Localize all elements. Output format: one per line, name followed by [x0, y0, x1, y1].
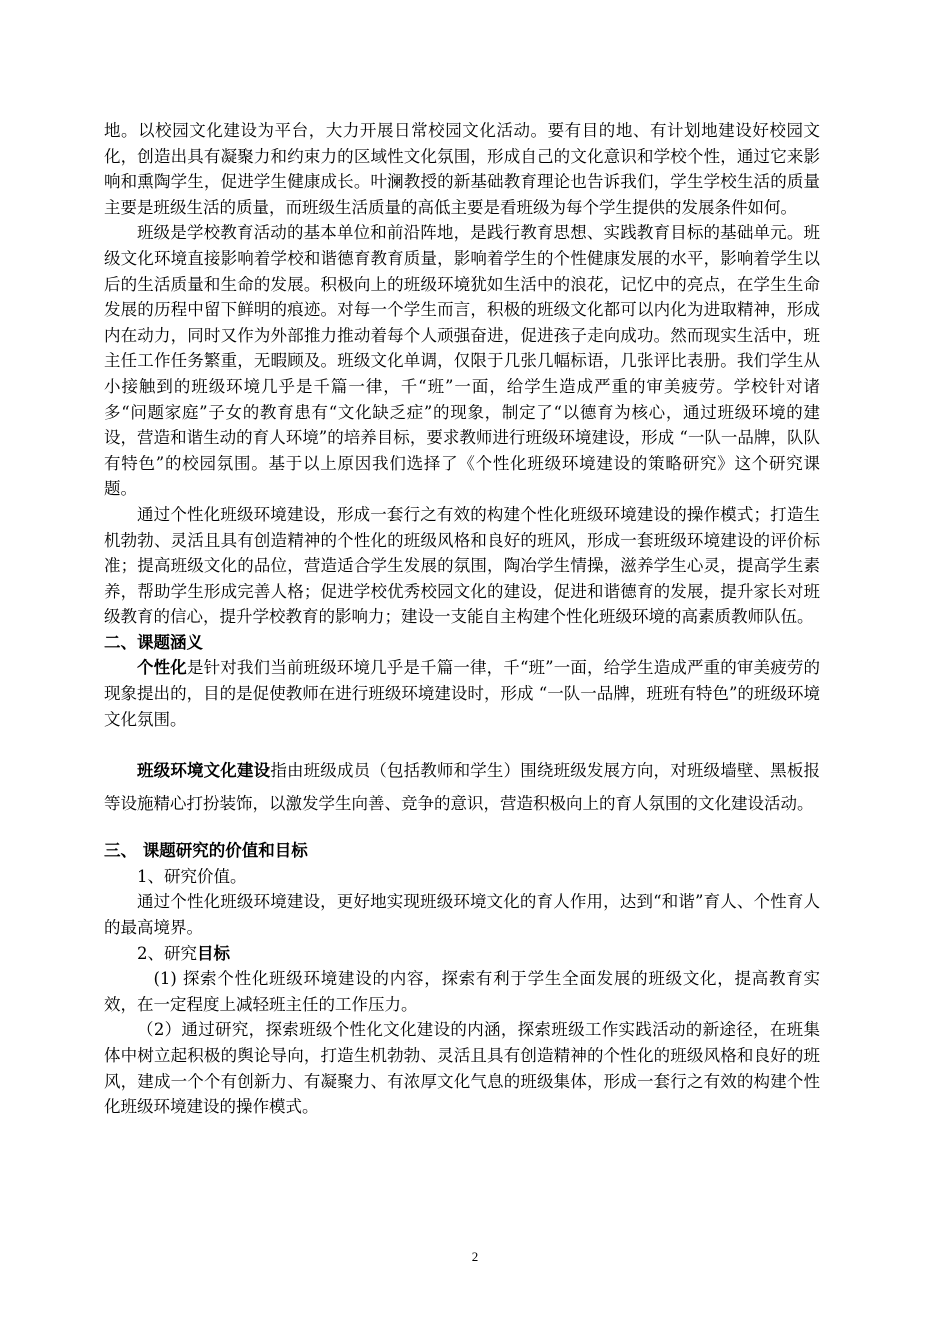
- subheading-research-value: 1、研究价值。: [137, 866, 247, 886]
- goal-item-2: （2）通过研究，探索班级个性化文化建设的内涵，探索班级工作实践活动的新途径，在班集体中树立起积极的舆论导向，打造生机勃勃、灵活且具有创造精神的个性化的班级风格和良好的班风，建成一个个有创新力、有凝聚力、有浓厚文化气息的班级集体，形成一套行之有效的构建个性化班级环境建设的操作模式。: [104, 1020, 820, 1117]
- goal-item-1: (1) 探索个性化班级环境建设的内容，探索有利于学生全面发展的班级文化，提高教育实效，在一定程度上减轻班主任的工作压力。: [104, 969, 820, 1014]
- term-personalization: 个性化: [137, 658, 187, 678]
- section-heading-value-goals: 三、 课题研究的价值和目标: [104, 841, 308, 861]
- definition-class-culture-text: 指由班级成员（包括教师和学生）围绕班级发展方向，对班级墙壁、黑板报等设施精心打扮装饰，以激发学生向善、竞争的意识，营造积极向上的育人氛围的文化建设活动。: [104, 761, 821, 814]
- paragraph-goals-summary: 通过个性化班级环境建设，形成一套行之有效的构建个性化班级环境建设的操作模式；打造生机勃勃、灵活且具有创造精神的个性化的班级风格和良好的班风，形成一套班级环境建设的评价标准；提高班级文化的品位，营造适合学生发展的氛围，陶冶学生情操，滋养学生心灵，提高学生素养，帮助学生形成完善人格；促进学校优秀校园文化的建设，促进和谐德育的发展，提升家长对班级教育的信心，提升学校教育的影响力；建设一支能自主构建个性化班级环境的高素质教师队伍。: [104, 504, 820, 627]
- subheading-research-goals-prefix: 2、研究: [137, 943, 197, 963]
- definition-personalization: [104, 655, 820, 732]
- blank-line: [104, 732, 820, 754]
- section-heading-meaning: 二、课题涵义: [104, 632, 203, 652]
- paragraph-class-unit: 班级是学校教育活动的基本单位和前沿阵地，是践行教育思想、实践教育目标的基础单元。班级文化环境直接影响着学校和谐德育教育质量，影响着学生的个性健康发展的水平，影响着学生以后的生活质量和生命的发展。积极向上的班级环境犹如生活中的浪花，记忆中的亮点，在学生生命发展的历程中留下鲜明的痕迹。对每一个学生而言，积极的班级文化都可以内化为进取精神，形成内在动力，同时又作为外部推力推动着每个人顽强奋进，促进孩子走向成功。然而现实生活中，班主任工作任务繁重，无暇顾及。班级文化单调，仅限于几张几幅标语，几张评比表册。我们学生从小接触到的班级环境几乎是千篇一律，千“班”一面，给学生造成严重的审美疲劳。学校针对诸多“问题家庭”子女的教育患有“文化缺乏症”的现象，制定了“以德育为核心，通过班级环境的建设，营造和谐生动的育人环境”的培养目标，要求教师进行班级环境建设，形成 “一队一品牌，队队有特色”的校园氛围。基于以上原因我们选择了《个性化班级环境建设的策略研究》这个研究课题。: [104, 223, 820, 499]
- page-number: 2: [471, 1249, 479, 1264]
- definition-personalization-text: 是针对我们当前班级环境几乎是千篇一律，千“班”一面，给学生造成严重的审美疲劳的现象提出的，目的是促使教师在进行班级环境建设时，形成 “一队一品牌，班班有特色”的班级环境文化氛围。: [104, 658, 821, 729]
- paragraph-intro-continuation: 地。以校园文化建设为平台，大力开展日常校园文化活动。要有目的地、有计划地建设好校园文化，创造出具有凝聚力和约束力的区域性文化氛围，形成自己的文化意识和学校个性，通过它来影响和熏陶学生，促进学生健康成长。叶澜教授的新基础教育理论也告诉我们，学生学校生活的质量主要是班级生活的质量，而班级生活质量的高低主要是看班级为每个学生提供的发展条件如何。: [104, 121, 820, 217]
- subheading-research-goals-bold: 目标: [197, 943, 230, 963]
- document-body: [104, 118, 820, 1120]
- paragraph-research-value: 通过个性化班级环境建设，更好地实现班级环境文化的育人作用，达到“和谐”育人、个性育人的最高境界。: [104, 892, 820, 938]
- term-class-culture: 班级环境文化建设: [137, 761, 271, 781]
- definition-class-culture: [104, 754, 820, 820]
- subheading-research-goals: [104, 941, 820, 967]
